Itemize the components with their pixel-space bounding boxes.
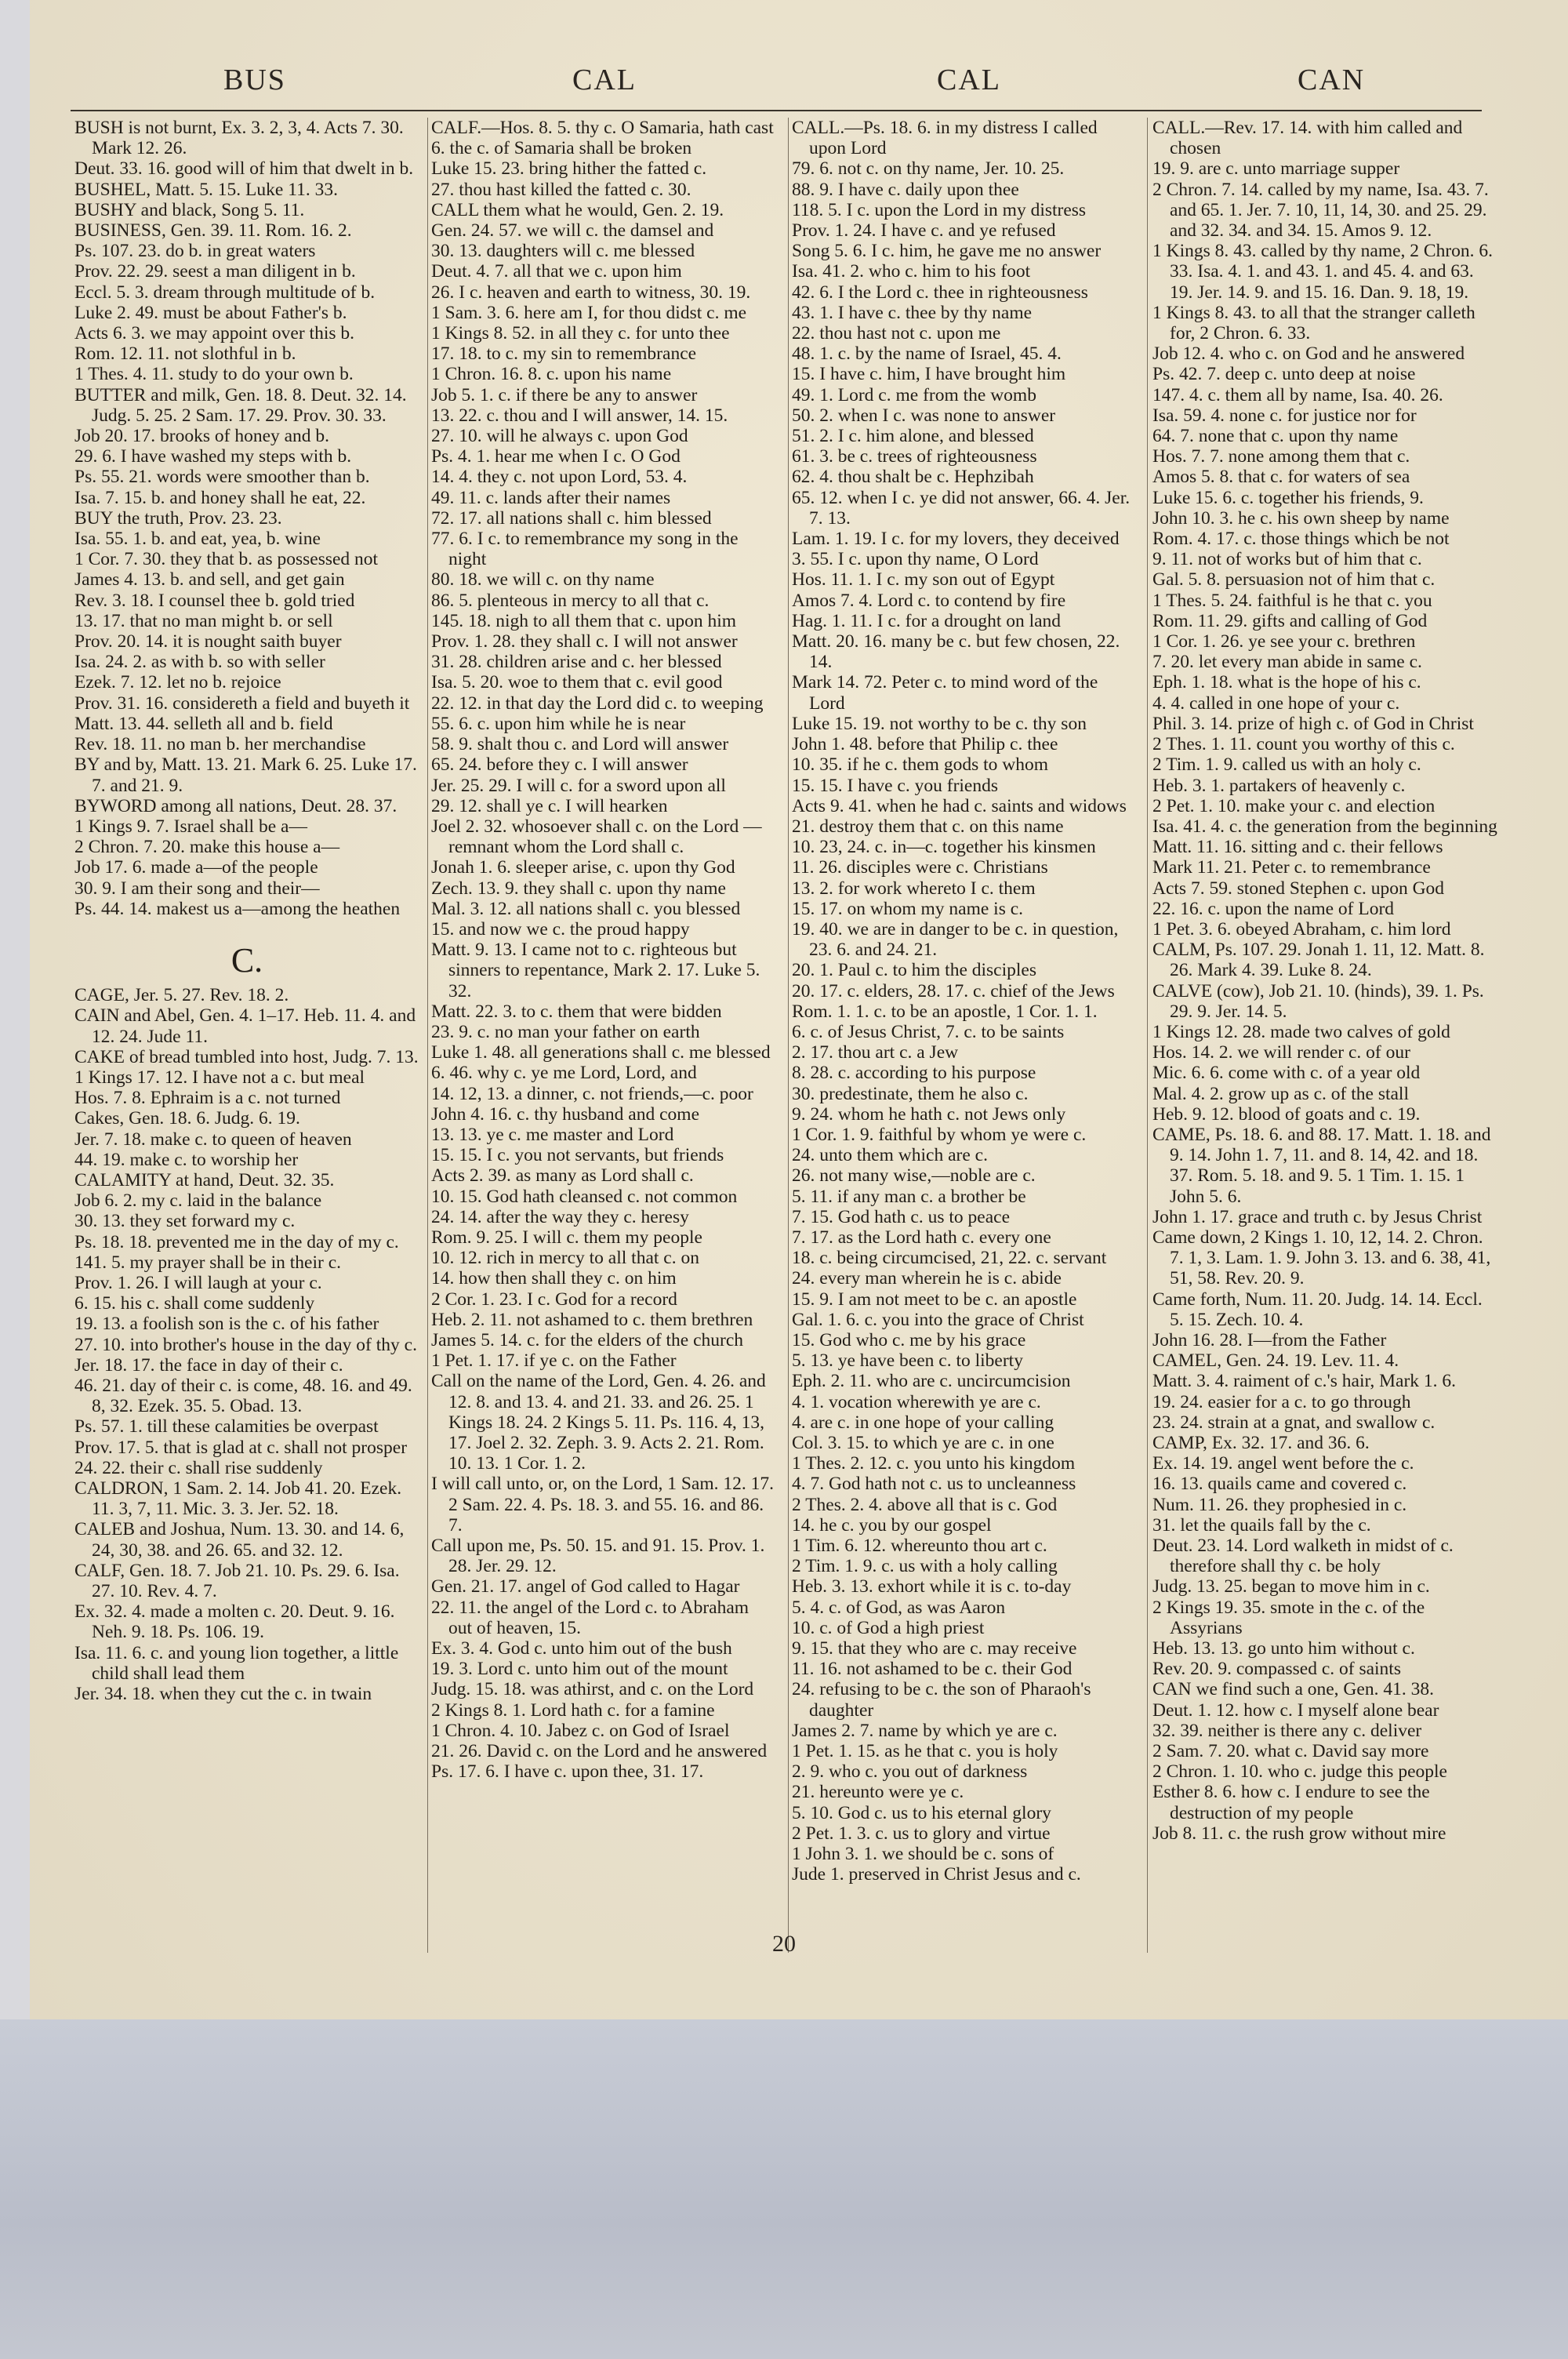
concordance-entry: 9. 11. not of works but of him that c. — [1152, 549, 1422, 570]
concordance-entry: 49. 1. Lord c. me from the womb — [792, 384, 1036, 405]
concordance-entry: 24. every man wherein he is c. abide — [792, 1268, 1062, 1289]
concordance-entry: 118. 5. I c. upon the Lord in my distress — [792, 199, 1087, 220]
concordance-entry: Isa. 55. 1. b. and eat, yea, b. wine — [74, 529, 321, 550]
concordance-entry: 2 Pet. 1. 10. make your c. and election — [1152, 795, 1436, 816]
concordance-entry: 147. 4. c. them all by name, Isa. 40. 26. — [1152, 384, 1443, 405]
concordance-entry: Ps. 18. 18. prevented me in the day of my c. — [74, 1231, 399, 1252]
concordance-entry: John 4. 16. c. thy husband and come — [431, 1103, 700, 1125]
concordance-entry: 30. 13. daughters will c. me blessed — [431, 241, 695, 262]
concordance-entry: 21. hereunto were ye c. — [792, 1782, 964, 1803]
concordance-entry: 15. 17. on whom my name is c. — [792, 898, 1024, 919]
concordance-entry: Ps. 57. 1. till these calamities be overpast — [74, 1416, 379, 1438]
concordance-entry: Joel 2. 32. whosoever shall c. on the Lord —remnant whom the Lord shall c. — [431, 816, 762, 858]
concordance-entry: 65. 12. when I c. ye did not answer, 66. 4. Jer. 7. 13. — [792, 487, 1131, 529]
concordance-entry: 2 Sam. 7. 20. what c. David say more — [1152, 1741, 1429, 1762]
concordance-entry: 15. I have c. him, I have brought him — [792, 364, 1066, 385]
concordance-entry: 1 Thes. 2. 12. c. you unto his kingdom — [792, 1453, 1076, 1474]
concordance-entry: Acts 2. 39. as many as Lord shall c. — [431, 1165, 694, 1187]
concordance-entry: Song 5. 6. I c. him, he gave me no answer — [792, 241, 1102, 262]
concordance-entry: Jude 1. preserved in Christ Jesus and c. — [792, 1864, 1081, 1885]
concordance-entry: Prov. 22. 29. seest a man diligent in b. — [74, 261, 356, 282]
concordance-entry: Mal. 4. 2. grow up as c. of the stall — [1152, 1083, 1409, 1104]
concordance-entry: Matt. 3. 4. raiment of c.'s hair, Mark 1. 6. — [1152, 1371, 1457, 1392]
concordance-entry: 13. 13. ye c. me master and Lord — [431, 1124, 674, 1145]
concordance-entry: Ex. 32. 4. made a molten c. 20. Deut. 9. 16. Neh. 9. 18. Ps. 106. 19. — [74, 1601, 395, 1643]
concordance-entry: Esther 8. 6. how c. I endure to see the destruction of my people — [1152, 1782, 1430, 1823]
concordance-entry: 1 Cor. 1. 9. faithful by whom ye were c. — [792, 1124, 1087, 1145]
concordance-entry: 19. 13. a foolish son is the c. of his father — [74, 1314, 379, 1335]
column-2 — [431, 118, 776, 1782]
concordance-entry: Eccl. 5. 3. dream through multitude of b. — [74, 282, 376, 303]
concordance-entry: Ps. 17. 6. I have c. upon thee, 31. 17. — [431, 1761, 704, 1783]
concordance-entry: Heb. 9. 12. blood of goats and c. 19. — [1152, 1103, 1421, 1125]
concordance-entry: John 10. 3. he c. his own sheep by name — [1152, 507, 1450, 529]
concordance-entry: CAME, Ps. 18. 6. and 88. 17. Matt. 1. 18. and 9. 14. John 1. 7, 11. and 8. 14, 42. and 18. 37. Rom. 5. 18. and 9. 5. 1 Tim. 1. 15. 1 John 5. 6. — [1152, 1124, 1491, 1207]
concordance-entry: 1 Kings 9. 7. Israel shall be a— — [74, 816, 307, 837]
concordance-entry: 1 Kings 12. 28. made two calves of gold — [1152, 1021, 1450, 1042]
concordance-entry: 15. and now we c. the proud happy — [431, 918, 690, 940]
concordance-entry: 26. I c. heaven and earth to witness, 30. 19. — [431, 282, 751, 303]
concordance-entry: 22. 16. c. upon the name of Lord — [1152, 898, 1395, 919]
concordance-entry: Hos. 7. 7. none among them that c. — [1152, 446, 1410, 467]
concordance-entry: Matt. 20. 16. many be c. but few chosen, 22. 14. — [792, 631, 1120, 673]
concordance-entry: 1 Kings 8. 43. called by thy name, 2 Chron. 6. 33. Isa. 4. 1. and 43. 1. and 45. 4. and 63. 19. Jer. 14. 9. and 15. 16. Dan. 9. 18, 19. — [1152, 241, 1494, 303]
concordance-entry: 6. c. of Jesus Christ, 7. c. to be saints — [792, 1021, 1065, 1042]
concordance-entry: Job 20. 17. brooks of honey and b. — [74, 426, 330, 447]
concordance-entry: Deut. 33. 16. good will of him that dwelt in b. — [74, 158, 414, 180]
concordance-entry: BUSINESS, Gen. 39. 11. Rom. 16. 2. — [74, 220, 352, 242]
concordance-entry: Mark 11. 21. Peter c. to remembrance — [1152, 857, 1431, 878]
concordance-entry: 1 Chron. 4. 10. Jabez c. on God of Israel — [431, 1720, 730, 1741]
concordance-entry: 2 Kings 8. 1. Lord hath c. for a famine — [431, 1699, 715, 1721]
concordance-entry: Rev. 18. 11. no man b. her merchandise — [74, 734, 366, 755]
concordance-entry: CALM, Ps. 107. 29. Jonah 1. 11, 12. Matt. 8. 26. Mark 4. 39. Luke 8. 24. — [1152, 940, 1485, 981]
concordance-entry: CALVE (cow), Job 21. 10. (hinds), 39. 1. Ps. 29. 9. Jer. 14. 5. — [1152, 980, 1484, 1022]
page-edge-background — [0, 2019, 1568, 2359]
concordance-entry: 2 Chron. 7. 14. called by my name, Isa. 43. 7. and 65. 1. Jer. 7. 10, 11, 14, 30. and 25. 29. and 32. 34. and 34. 15. Amos 9. 12. — [1152, 179, 1489, 242]
concordance-entry: 86. 5. plenteous in mercy to all that c. — [431, 590, 710, 611]
concordance-entry: 1 Thes. 4. 11. study to do your own b. — [74, 364, 354, 385]
concordance-entry: 31. 28. children arise and c. her blessed — [431, 652, 722, 673]
concordance-entry: 31. let the quails fall by the c. — [1152, 1514, 1371, 1536]
concordance-entry: Deut. 1. 12. how c. I myself alone bear — [1152, 1699, 1439, 1721]
concordance-entry: 10. 35. if he c. them gods to whom — [792, 754, 1049, 776]
concordance-entry: 22. 11. the angel of the Lord c. to Abraham out of heaven, 15. — [431, 1597, 750, 1638]
concordance-entry: Acts 6. 3. we may appoint over this b. — [74, 323, 355, 344]
concordance-entry: 1 Tim. 6. 12. whereunto thou art c. — [792, 1536, 1047, 1557]
running-head-4: CAN — [1298, 64, 1366, 96]
concordance-entry: 20. 17. c. elders, 28. 17. c. chief of the Jews — [792, 980, 1115, 1001]
concordance-entry: Amos 5. 8. that c. for waters of sea — [1152, 467, 1410, 488]
concordance-entry: 4. are c. in one hope of your calling — [792, 1412, 1054, 1433]
concordance-entry: 3. 55. I c. upon thy name, O Lord — [792, 549, 1039, 570]
concordance-entry: 19. 24. easier for a c. to go through — [1152, 1391, 1411, 1412]
concordance-entry: Jer. 25. 29. I will c. for a sword upon all — [431, 775, 726, 796]
concordance-entry: Job 6. 2. my c. laid in the balance — [74, 1190, 322, 1212]
concordance-entry: Jonah 1. 6. sleeper arise, c. upon thy God — [431, 857, 735, 878]
concordance-entry: Jer. 18. 17. the face in day of their c. — [74, 1354, 343, 1376]
concordance-entry: CALF, Gen. 18. 7. Job 21. 10. Ps. 29. 6. Isa. 27. 10. Rev. 4. 7. — [74, 1560, 400, 1602]
page-number: 20 — [772, 1931, 796, 1957]
concordance-entry: 2 Chron. 7. 20. make this house a— — [74, 837, 340, 858]
concordance-entry: CALEB and Joshua, Num. 13. 30. and 14. 6, 24, 30, 38. and 26. 65. and 32. 12. — [74, 1519, 405, 1561]
concordance-entry: Isa. 41. 2. who c. him to his foot — [792, 261, 1031, 282]
concordance-entry: Ps. 55. 21. words were smoother than b. — [74, 467, 370, 488]
concordance-entry: Job 5. 1. c. if there be any to answer — [431, 384, 698, 405]
concordance-entry: Num. 11. 26. they prophesied in c. — [1152, 1494, 1407, 1515]
concordance-entry: 1 Kings 8. 43. to all that the stranger calleth for, 2 Chron. 6. 33. — [1152, 302, 1475, 344]
concordance-entry: 1 Cor. 1. 26. ye see your c. brethren — [1152, 631, 1416, 652]
column-divider — [427, 118, 428, 1953]
concordance-entry: Cakes, Gen. 18. 6. Judg. 6. 19. — [74, 1108, 300, 1129]
concordance-entry: 13. 17. that no man might b. or sell — [74, 610, 333, 631]
concordance-entry: 13. 2. for work whereto I c. them — [792, 878, 1036, 899]
concordance-entry: 2 Kings 19. 35. smote in the c. of the Assyrians — [1152, 1597, 1425, 1638]
concordance-entry: I will call unto, or, on the Lord, 1 Sam. 12. 17. 2 Sam. 22. 4. Ps. 18. 3. and 55. 16. and 86. 7. — [431, 1474, 775, 1536]
concordance-entry: BYWORD among all nations, Deut. 28. 37. — [74, 795, 397, 816]
concordance-entry: Gen. 21. 17. angel of God called to Hagar — [431, 1576, 740, 1598]
concordance-entry: 6. 46. why c. ye me Lord, Lord, and — [431, 1063, 697, 1084]
concordance-entry: 11. 26. disciples were c. Christians — [792, 857, 1048, 878]
section-letter: C. — [230, 940, 263, 980]
concordance-entry: 46. 21. day of their c. is come, 48. 16. and 49. 8, 32. Ezek. 35. 5. Obad. 13. — [74, 1375, 412, 1417]
concordance-entry: 88. 9. I have c. daily upon thee — [792, 179, 1019, 200]
concordance-entry: Came forth, Num. 11. 20. Judg. 14. 14. Eccl. 5. 15. Zech. 10. 4. — [1152, 1289, 1483, 1330]
concordance-entry: Phil. 3. 14. prize of high c. of God in Christ — [1152, 713, 1474, 734]
concordance-entry: 2. 17. thou art c. a Jew — [792, 1042, 959, 1063]
concordance-entry: Prov. 20. 14. it is nought saith buyer — [74, 631, 342, 652]
concordance-entry: John 1. 17. grace and truth c. by Jesus Christ — [1152, 1206, 1483, 1227]
concordance-entry: Isa. 7. 15. b. and honey shall he eat, 22. — [74, 487, 366, 508]
concordance-entry: Matt. 13. 44. selleth all and b. field — [74, 713, 333, 734]
column-4 — [1152, 118, 1497, 1844]
concordance-entry: Ps. 42. 7. deep c. unto deep at noise — [1152, 364, 1416, 385]
concordance-entry: Rev. 3. 18. I counsel thee b. gold tried — [74, 590, 355, 611]
concordance-entry: Hos. 11. 1. I c. my son out of Egypt — [792, 569, 1055, 591]
concordance-entry: 30. 13. they set forward my c. — [74, 1211, 296, 1232]
concordance-entry: 30. predestinate, them he also c. — [792, 1083, 1029, 1104]
concordance-entry: 18. c. being circumcised, 21, 22. c. servant — [792, 1248, 1107, 1269]
concordance-entry: CAMEL, Gen. 24. 19. Lev. 11. 4. — [1152, 1350, 1399, 1372]
concordance-entry: CAMP, Ex. 32. 17. and 36. 6. — [1152, 1433, 1370, 1453]
concordance-entry: BUTTER and milk, Gen. 18. 8. Deut. 32. 14. Judg. 5. 25. 2 Sam. 17. 29. Prov. 30. 33. — [74, 384, 407, 426]
concordance-entry: 8. 28. c. according to his purpose — [792, 1063, 1036, 1084]
concordance-entry: BUY the truth, Prov. 23. 23. — [74, 507, 282, 529]
concordance-entry: 42. 6. I the Lord c. thee in righteousness — [792, 282, 1088, 303]
concordance-entry: Rom. 12. 11. not slothful in b. — [74, 343, 296, 365]
concordance-entry: 29. 6. I have washed my steps with b. — [74, 446, 352, 467]
concordance-entry: 64. 7. none that c. upon thy name — [1152, 426, 1399, 447]
concordance-entry: James 5. 14. c. for the elders of the church — [431, 1329, 744, 1350]
concordance-entry: Heb. 3. 13. exhort while it is c. to-day — [792, 1576, 1072, 1598]
concordance-entry: 2 Chron. 1. 10. who c. judge this people — [1152, 1761, 1447, 1783]
concordance-entry: 22. thou hast not c. upon me — [792, 323, 1001, 344]
concordance-entry: Rom. 11. 29. gifts and calling of God — [1152, 610, 1428, 631]
concordance-entry: 23. 9. c. no man your father on earth — [431, 1021, 700, 1042]
concordance-entry: CALL.—Rev. 17. 14. with him called and chosen — [1152, 118, 1463, 159]
concordance-entry: 14. 4. they c. not upon Lord, 53. 4. — [431, 467, 688, 488]
concordance-entry: 7. 20. let every man abide in same c. — [1152, 652, 1422, 673]
concordance-entry: Hos. 7. 8. Ephraim is a c. not turned — [74, 1088, 341, 1109]
concordance-entry: 49. 11. c. lands after their names — [431, 487, 671, 508]
concordance-entry: Deut. 4. 7. all that we c. upon him — [431, 261, 682, 282]
concordance-entry: 4. 4. called in one hope of your c. — [1152, 692, 1400, 714]
concordance-entry: 1 Kings 17. 12. I have not a c. but meal — [74, 1067, 365, 1088]
concordance-entry: Call upon me, Ps. 50. 15. and 91. 15. Prov. 1. 28. Jer. 29. 12. — [431, 1536, 765, 1577]
concordance-entry: 27. 10. will he always c. upon God — [431, 426, 688, 447]
column-divider — [1147, 118, 1148, 1953]
concordance-entry: Prov. 1. 24. I have c. and ye refused — [792, 220, 1056, 242]
concordance-entry: Luke 15. 19. not worthy to be c. thy son — [792, 713, 1087, 734]
concordance-entry: Ps. 44. 14. makest us a—among the heathen — [74, 898, 401, 919]
concordance-entry: 13. 22. c. thou and I will answer, 14. 15. — [431, 405, 728, 426]
concordance-entry: Luke 15. 23. bring hither the fatted c. — [431, 158, 707, 180]
concordance-entry: Rom. 1. 1. c. to be an apostle, 1 Cor. 1. 1. — [792, 1001, 1098, 1022]
concordance-entry: Hag. 1. 11. I c. for a drought on land — [792, 610, 1062, 631]
concordance-entry: 15. 15. I have c. you friends — [792, 775, 998, 796]
concordance-entry: CAKE of bread tumbled into host, Judg. 7. 13. — [74, 1046, 419, 1067]
concordance-entry: 14. 12, 13. a dinner, c. not friends,—c. poor — [431, 1083, 753, 1104]
concordance-entry: Eph. 1. 18. what is the hope of his c. — [1152, 672, 1421, 693]
concordance-entry: Heb. 13. 13. go unto him without c. — [1152, 1638, 1415, 1659]
concordance-entry: Lam. 1. 19. I c. for my lovers, they deceived — [792, 529, 1120, 550]
concordance-entry: BUSHEL, Matt. 5. 15. Luke 11. 33. — [74, 179, 338, 200]
concordance-entry: 2 Tim. 1. 9. called us with an holy c. — [1152, 754, 1421, 776]
concordance-entry: Job 12. 4. who c. on God and he answered — [1152, 343, 1465, 365]
concordance-entry: Heb. 2. 11. not ashamed to c. them brethren — [431, 1309, 753, 1330]
concordance-entry: James 4. 13. b. and sell, and get gain — [74, 569, 345, 591]
concordance-entry: 65. 24. before they c. I will answer — [431, 754, 688, 776]
concordance-entry: 9. 24. whom he hath c. not Jews only — [792, 1103, 1066, 1125]
concordance-entry: 20. 1. Paul c. to him the disciples — [792, 960, 1036, 981]
running-head-2: CAL — [572, 64, 637, 96]
concordance-entry: 44. 19. make c. to worship her — [74, 1149, 299, 1170]
concordance-entry: 10. 15. God hath cleansed c. not common — [431, 1186, 738, 1207]
concordance-entry: 6. 15. his c. shall come suddenly — [74, 1293, 315, 1314]
concordance-entry: Col. 3. 15. to which ye are c. in one — [792, 1433, 1054, 1453]
concordance-entry: 17. 18. to c. my sin to remembrance — [431, 343, 697, 365]
concordance-entry: Jer. 7. 18. make c. to queen of heaven — [74, 1129, 352, 1150]
concordance-entry: Rev. 20. 9. compassed c. of saints — [1152, 1659, 1401, 1680]
concordance-entry: Judg. 13. 25. began to move him in c. — [1152, 1576, 1430, 1598]
concordance-entry: 10. 12. rich in mercy to all that c. on — [431, 1248, 699, 1269]
concordance-entry: 19. 9. are c. unto marriage supper — [1152, 158, 1400, 180]
concordance-entry: 1 Pet. 3. 6. obeyed Abraham, c. him lord — [1152, 918, 1451, 940]
concordance-entry: Isa. 59. 4. none c. for justice nor for — [1152, 405, 1417, 426]
concordance-entry: Hos. 14. 2. we will render c. of our — [1152, 1042, 1410, 1063]
concordance-entry: Isa. 24. 2. as with b. so with seller — [74, 652, 325, 673]
concordance-entry: BY and by, Matt. 13. 21. Mark 6. 25. Luke 17. 7. and 21. 9. — [74, 754, 417, 796]
concordance-entry: 24. unto them which are c. — [792, 1145, 988, 1166]
concordance-entry: 2 Thes. 1. 11. count you worthy of this c. — [1152, 734, 1455, 755]
concordance-entry: Eph. 2. 11. who are c. uncircumcision — [792, 1371, 1071, 1392]
concordance-entry: 29. 12. shall ye c. I will hearken — [431, 795, 668, 816]
concordance-entry: 10. c. of God a high priest — [792, 1617, 985, 1638]
concordance-entry: 21. destroy them that c. on this name — [792, 816, 1064, 837]
concordance-entry: 5. 11. if any man c. a brother be — [792, 1186, 1026, 1207]
concordance-entry: Call on the name of the Lord, Gen. 4. 26. and 12. 8. and 13. 4. and 21. 33. and 26. 25. 1 Kings 18. 24. 2 Kings 5. 11. Ps. 116. 4, 13, 17. Joel 2. 32. Zeph. 3. 9. Acts 2. 21. Rom. 10. 13. 1 Cor. 1. 2. — [431, 1371, 766, 1474]
concordance-entry: 11. 16. not ashamed to be c. their God — [792, 1659, 1073, 1680]
concordance-entry: Jer. 34. 18. when they cut the c. in twain — [74, 1684, 372, 1705]
concordance-entry: 15. God who c. me by his grace — [792, 1329, 1026, 1350]
concordance-entry: 23. 24. strain at a gnat, and swallow c. — [1152, 1412, 1436, 1433]
concordance-entry: 145. 18. nigh to all them that c. upon him — [431, 610, 737, 631]
concordance-entry: John 16. 28. I—from the Father — [1152, 1329, 1387, 1350]
concordance-entry: 58. 9. shalt thou c. and Lord will answer — [431, 734, 729, 755]
concordance-entry: 48. 1. c. by the name of Israel, 45. 4. — [792, 343, 1062, 365]
concordance-entry: Mal. 3. 12. all nations shall c. you blessed — [431, 898, 741, 919]
concordance-entry: 5. 4. c. of God, as was Aaron — [792, 1597, 1006, 1618]
concordance-entry: 10. 23, 24. c. in—c. together his kinsmen — [792, 837, 1096, 858]
concordance-entry: Judg. 15. 18. was athirst, and c. on the Lord — [431, 1679, 754, 1700]
concordance-entry: Luke 2. 49. must be about Father's b. — [74, 302, 347, 323]
concordance-entry: 50. 2. when I c. was none to answer — [792, 405, 1056, 426]
concordance-entry: 5. 13. ye have been c. to liberty — [792, 1350, 1023, 1372]
concordance-entry: 79. 6. not c. on thy name, Jer. 10. 25. — [792, 158, 1065, 180]
concordance-entry: 14. he c. you by our gospel — [792, 1514, 992, 1536]
concordance-entry: 1 Sam. 3. 6. here am I, for thou didst c. me — [431, 302, 747, 323]
concordance-entry: 2 Thes. 2. 4. above all that is c. God — [792, 1494, 1058, 1515]
concordance-entry: Matt. 9. 13. I came not to c. righteous but sinners to repentance, Mark 2. 17. Luke 5. 32. — [431, 940, 760, 1001]
concordance-entry: CALDRON, 1 Sam. 2. 14. Job 41. 20. Ezek. 11. 3, 7, 11. Mic. 3. 3. Jer. 52. 18. — [74, 1478, 402, 1520]
concordance-entry: 72. 17. all nations shall c. him blessed — [431, 507, 712, 529]
running-head-3: CAL — [937, 64, 1001, 96]
concordance-entry: Luke 15. 6. c. together his friends, 9. — [1152, 487, 1424, 508]
concordance-entry: Rom. 4. 17. c. those things which be not — [1152, 529, 1450, 550]
concordance-entry: 43. 1. I have c. thee by thy name — [792, 302, 1033, 323]
concordance-entry: 7. 17. as the Lord hath c. every one — [792, 1227, 1051, 1248]
concordance-entry: Ex. 14. 19. angel went before the c. — [1152, 1453, 1414, 1474]
concordance-entry: 14. how then shall they c. on him — [431, 1268, 677, 1289]
concordance-entry: CAN we find such a one, Gen. 41. 38. — [1152, 1679, 1434, 1700]
concordance-entry: Matt. 22. 3. to c. them that were bidden — [431, 1001, 722, 1022]
concordance-entry: Ezek. 7. 12. let no b. rejoice — [74, 672, 281, 693]
concordance-entry: Luke 1. 48. all generations shall c. me blessed — [431, 1042, 771, 1063]
concordance-entry: 24. 14. after the way they c. heresy — [431, 1206, 689, 1227]
concordance-entry: Isa. 5. 20. woe to them that c. evil good — [431, 672, 723, 693]
concordance-entry: Mic. 6. 6. come with c. of a year old — [1152, 1063, 1421, 1084]
concordance-entry: 19. 3. Lord c. unto him out of the mount — [431, 1659, 728, 1680]
concordance-entry: 4. 7. God hath not c. us to uncleanness — [792, 1474, 1076, 1495]
concordance-entry: 9. 15. that they who are c. may receive — [792, 1638, 1077, 1659]
concordance-entry: 15. 9. I am not meet to be c. an apostle — [792, 1289, 1077, 1310]
concordance-entry: Job 8. 11. c. the rush grow without mire — [1152, 1823, 1446, 1844]
concordance-entry: 26. not many wise,—noble are c. — [792, 1165, 1036, 1187]
concordance-entry: 2 Tim. 1. 9. c. us with a holy calling — [792, 1556, 1058, 1577]
concordance-entry: 80. 18. we will c. on thy name — [431, 569, 655, 591]
concordance-entry: 1 Chron. 16. 8. c. upon his name — [431, 364, 672, 385]
concordance-entry: 1 Cor. 7. 30. they that b. as possessed not — [74, 549, 379, 570]
concordance-entry: CAGE, Jer. 5. 27. Rev. 18. 2. — [74, 985, 289, 1006]
concordance-entry: Isa. 41. 4. c. the generation from the beginning — [1152, 816, 1497, 837]
concordance-entry: 27. 10. into brother's house in the day of thy c. — [74, 1334, 417, 1355]
concordance-entry: Job 17. 6. made a—of the people — [74, 857, 318, 878]
concordance-entry: Matt. 11. 16. sitting and c. their fellows — [1152, 837, 1443, 858]
concordance-entry: 2 Pet. 1. 3. c. us to glory and virtue — [792, 1823, 1051, 1844]
concordance-entry: 30. 9. I am their song and their— — [74, 878, 320, 899]
column-divider — [788, 118, 789, 1953]
concordance-entry: 55. 6. c. upon him while he is near — [431, 713, 686, 734]
concordance-entry: 62. 4. thou shalt be c. Hephzibah — [792, 467, 1034, 488]
concordance-entry: 1 Kings 8. 52. in all they c. for unto thee — [431, 323, 730, 344]
concordance-entry: Heb. 3. 1. partakers of heavenly c. — [1152, 775, 1406, 796]
concordance-entry: CALL them what he would, Gen. 2. 19. — [431, 199, 724, 220]
concordance-entry: 21. 26. David c. on the Lord and he answered — [431, 1741, 768, 1762]
concordance-entry: Gen. 24. 57. we will c. the damsel and — [431, 220, 714, 242]
concordance-entry: Ps. 4. 1. hear me when I c. O God — [431, 446, 681, 467]
concordance-entry: James 2. 7. name by which ye are c. — [792, 1720, 1058, 1741]
concordance-entry: 27. thou hast killed the fatted c. 30. — [431, 179, 691, 200]
concordance-entry: Rom. 9. 25. I will c. them my people — [431, 1227, 702, 1248]
concordance-entry: Came down, 2 Kings 1. 10, 12, 14. 2. Chron. 7. 1, 3. Lam. 1. 9. John 3. 13. and 6. 38, 41, 51, 58. Rev. 20. 9. — [1152, 1227, 1491, 1289]
concordance-entry: Acts 9. 41. when he had c. saints and widows — [792, 795, 1127, 816]
concordance-entry: Mark 14. 72. Peter c. to mind word of the Lord — [792, 672, 1098, 714]
concordance-entry: Gal. 5. 8. persuasion not of him that c. — [1152, 569, 1436, 591]
concordance-entry: CALL.—Ps. 18. 6. in my distress I called upon Lord — [792, 118, 1098, 159]
concordance-entry: BUSH is not burnt, Ex. 3. 2, 3, 4. Acts 7. 30. Mark 12. 26. — [74, 118, 404, 159]
concordance-entry: Isa. 11. 6. c. and young lion together, a little child shall lead them — [74, 1642, 399, 1684]
concordance-entry: 24. 22. their c. shall rise suddenly — [74, 1457, 323, 1478]
column-3 — [792, 118, 1137, 1885]
concordance-entry: Prov. 31. 16. considereth a field and buyeth it — [74, 692, 410, 714]
concordance-entry: 1 John 3. 1. we should be c. sons of — [792, 1844, 1054, 1865]
concordance-entry: John 1. 48. before that Philip c. thee — [792, 734, 1058, 755]
concordance-entry: 5. 10. God c. us to his eternal glory — [792, 1802, 1051, 1823]
concordance-entry: 22. 12. in that day the Lord did c. to weeping — [431, 692, 764, 714]
concordance-entry: 6. the c. of Samaria shall be broken — [431, 138, 692, 159]
concordance-entry: CALF.—Hos. 8. 5. thy c. O Samaria, hath cast — [431, 118, 774, 138]
concordance-entry: 15. 15. I c. you not servants, but friends — [431, 1145, 724, 1166]
concordance-entry: Gal. 1. 6. c. you into the grace of Christ — [792, 1309, 1084, 1330]
concordance-entry: Prov. 1. 28. they shall c. I will not answer — [431, 631, 738, 652]
concordance-entry: Prov. 17. 5. that is glad at c. shall not prosper — [74, 1437, 408, 1458]
concordance-entry: 2 Cor. 1. 23. I c. God for a record — [431, 1289, 677, 1310]
column-1 — [74, 118, 419, 1704]
concordance-entry: 51. 2. I c. him alone, and blessed — [792, 426, 1034, 447]
concordance-entry: Amos 7. 4. Lord c. to contend by fire — [792, 590, 1066, 611]
concordance-entry: 61. 3. be c. trees of righteousness — [792, 446, 1037, 467]
header-rule — [71, 110, 1482, 111]
concordance-entry: Ex. 3. 4. God c. unto him out of the bush — [431, 1638, 732, 1659]
concordance-entry: 2. 9. who c. you out of darkness — [792, 1761, 1028, 1783]
concordance-entry: Prov. 1. 26. I will laugh at your c. — [74, 1272, 322, 1293]
concordance-entry: 77. 6. I c. to remembrance my song in the night — [431, 529, 739, 570]
running-head-1: BUS — [223, 64, 286, 96]
concordance-entry: 24. refusing to be c. the son of Pharaoh's daughter — [792, 1679, 1091, 1721]
concordance-entry: 1 Pet. 1. 17. if ye c. on the Father — [431, 1350, 677, 1372]
concordance-entry: 1 Pet. 1. 15. as he that c. you is holy — [792, 1741, 1058, 1762]
concordance-entry: Acts 7. 59. stoned Stephen c. upon God — [1152, 878, 1445, 899]
concordance-entry: Ps. 107. 23. do b. in great waters — [74, 241, 316, 262]
concordance-entry: 1 Thes. 5. 24. faithful is he that c. you — [1152, 590, 1432, 611]
concordance-entry: 19. 40. we are in danger to be c. in question, 23. 6. and 24. 21. — [792, 918, 1119, 961]
concordance-entry: 32. 39. neither is there any c. deliver — [1152, 1720, 1422, 1741]
concordance-entry: 16. 13. quails came and covered c. — [1152, 1474, 1407, 1495]
concordance-entry: CALAMITY at hand, Deut. 32. 35. — [74, 1169, 335, 1190]
concordance-entry: Zech. 13. 9. they shall c. upon thy name — [431, 878, 726, 899]
concordance-entry: Deut. 23. 14. Lord walketh in midst of c. therefore shall thy c. be holy — [1152, 1536, 1454, 1577]
concordance-entry: 4. 1. vocation wherewith ye are c. — [792, 1391, 1041, 1412]
concordance-entry: 141. 5. my prayer shall be in their c. — [74, 1252, 342, 1273]
concordance-entry: BUSHY and black, Song 5. 11. — [74, 199, 305, 220]
concordance-entry: 7. 15. God hath c. us to peace — [792, 1206, 1011, 1227]
concordance-entry: CAIN and Abel, Gen. 4. 1–17. Heb. 11. 4. and 12. 24. Jude 11. — [74, 1005, 416, 1047]
